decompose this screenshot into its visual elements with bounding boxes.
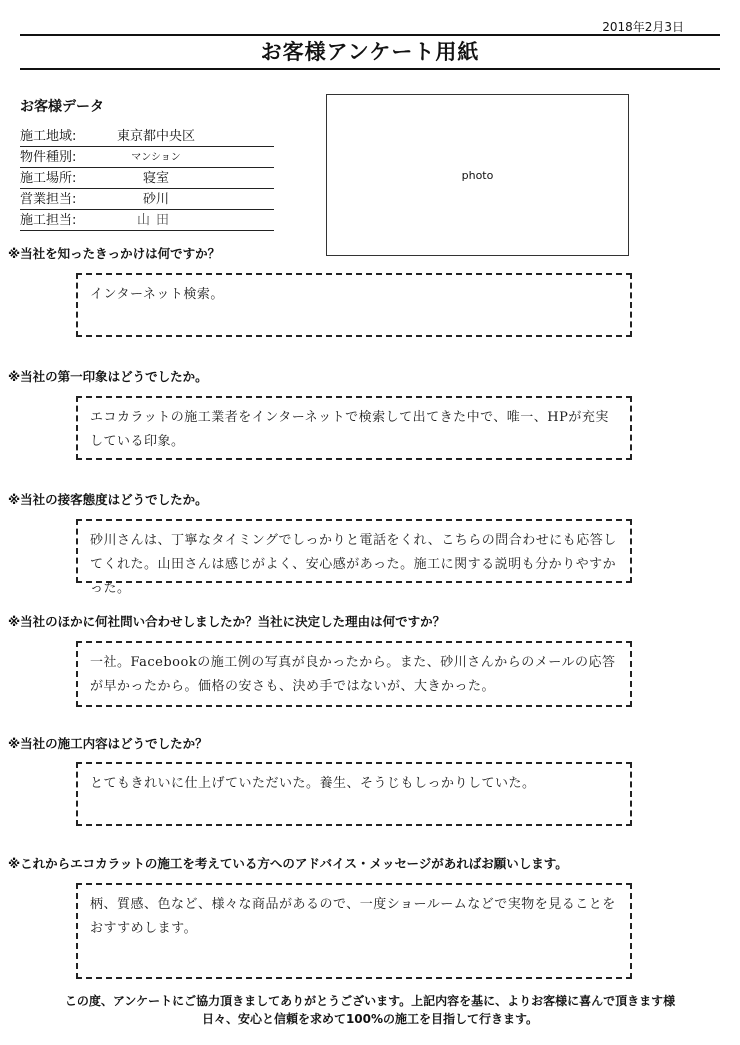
data-label: 施工地域: xyxy=(20,129,77,144)
data-row-sales-rep xyxy=(20,189,274,210)
customer-data-heading: お客様データ xyxy=(20,99,104,115)
photo-placeholder xyxy=(326,94,629,256)
question-2: ※当社の第一印象はどうでしたか。 xyxy=(8,369,208,384)
page-title: お客様アンケート用紙 xyxy=(20,34,720,70)
data-label: 営業担当: xyxy=(20,192,77,207)
data-label: 物件種別: xyxy=(20,150,77,165)
answer-1: インターネット検索。 xyxy=(76,273,632,337)
data-row-area xyxy=(20,126,274,147)
data-label: 施工場所: xyxy=(20,171,77,186)
question-4: ※当社のほかに何社問い合わせしましたか？当社に決定した理由は何ですか？ xyxy=(8,614,446,629)
data-value: 寝室 xyxy=(142,171,170,186)
photo-label: photo xyxy=(461,168,494,182)
question-6: ※これからエコカラットの施工を考えている方へのアドバイス・メッセージがあればお願いします。 xyxy=(8,856,568,871)
footer-message xyxy=(8,992,732,1028)
question-3: ※当社の接客態度はどうでしたか。 xyxy=(8,492,208,507)
customer-data-table xyxy=(20,126,274,231)
answer-4: 一社。Facebookの施工例の写真が良かったから。また、砂川さんからのメールの応答が早かったから。価格の安さも、決め手ではないが、大きかった。 xyxy=(76,641,632,707)
footer-line-2: 日々、安心と信頼を求めて100%の施工を目指して行きます。 xyxy=(201,1012,539,1026)
data-value: マンション xyxy=(131,152,181,163)
data-row-property-type xyxy=(20,147,274,168)
data-row-installer xyxy=(20,210,274,231)
answer-2: エコカラットの施工業者をインターネットで検索して出てきた中で、唯一、HPが充実している印象。 xyxy=(76,396,632,460)
survey-date: 2018年2月3日 xyxy=(602,20,684,34)
data-row-location xyxy=(20,168,274,189)
data-value: 砂川 xyxy=(142,192,170,207)
data-label: 施工担当: xyxy=(20,213,77,228)
footer-line-1: この度、アンケートにご協力頂きましてありがとうございます。上記内容を基に、よりお客様に喜んで頂きます様 xyxy=(64,994,676,1008)
question-5: ※当社の施工内容はどうでしたか？ xyxy=(8,736,208,751)
data-value: 東京都中央区 xyxy=(116,129,196,144)
answer-3: 砂川さんは、丁寧なタイミングでしっかりと電話をくれ、こちらの問合わせにも応答してくれた。山田さんは感じがよく、安心感があった。施工に関する説明も分かりやすかった。 xyxy=(76,519,632,583)
data-value: 山田 xyxy=(136,213,176,228)
answer-5: とてもきれいに仕上げていただいた。養生、そうじもしっかりしていた。 xyxy=(76,762,632,826)
question-1: ※当社を知ったきっかけは何ですか？ xyxy=(8,246,221,261)
answer-6: 柄、質感、色など、様々な商品があるので、一度ショールームなどで実物を見ることをおすすめします。 xyxy=(76,883,632,979)
